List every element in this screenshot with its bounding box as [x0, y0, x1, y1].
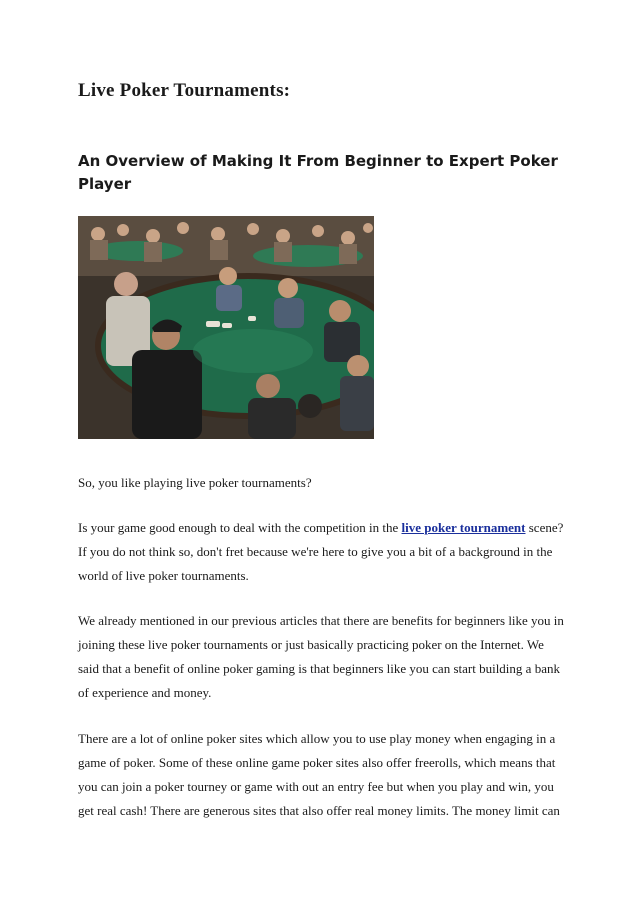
- paragraph-online-sites: There are a lot of online poker sites which allow you to use play money when engaging in a game of poker. Some of these online game poker sites also offer freerolls, which means that you can join a poker tourney or game with out an entry fee but when you play and win, you get real cash! There are generous sites that also offer real money limits. The money limit can: [78, 731, 560, 818]
- live-poker-tournament-link[interactable]: live poker tournament: [401, 520, 526, 535]
- paragraph-competition: [78, 516, 568, 588]
- paragraph-competition-text-after: scene? If you do not think so, don't fret because we're here to give you a bit of a background in the world of live poker tournaments.: [78, 520, 564, 583]
- paragraph-intro: So, you like playing live poker tournaments?: [78, 475, 312, 490]
- page-subtitle: An Overview of Making It From Beginner to Expert Poker Player: [78, 152, 558, 193]
- paragraph-competition-text-before: Is your game good enough to deal with the competition in the: [78, 520, 402, 535]
- poker-tournament-photo: [78, 216, 374, 439]
- paragraph-benefits: We already mentioned in our previous articles that there are benefits for beginners like you in joining these live poker tournaments or just basically practicing poker on the Internet. We said that a benefit of online poker gaming is that beginners like you can start building a bank of experience and money.: [78, 613, 564, 700]
- page-title: Live Poker Tournaments:: [78, 80, 291, 101]
